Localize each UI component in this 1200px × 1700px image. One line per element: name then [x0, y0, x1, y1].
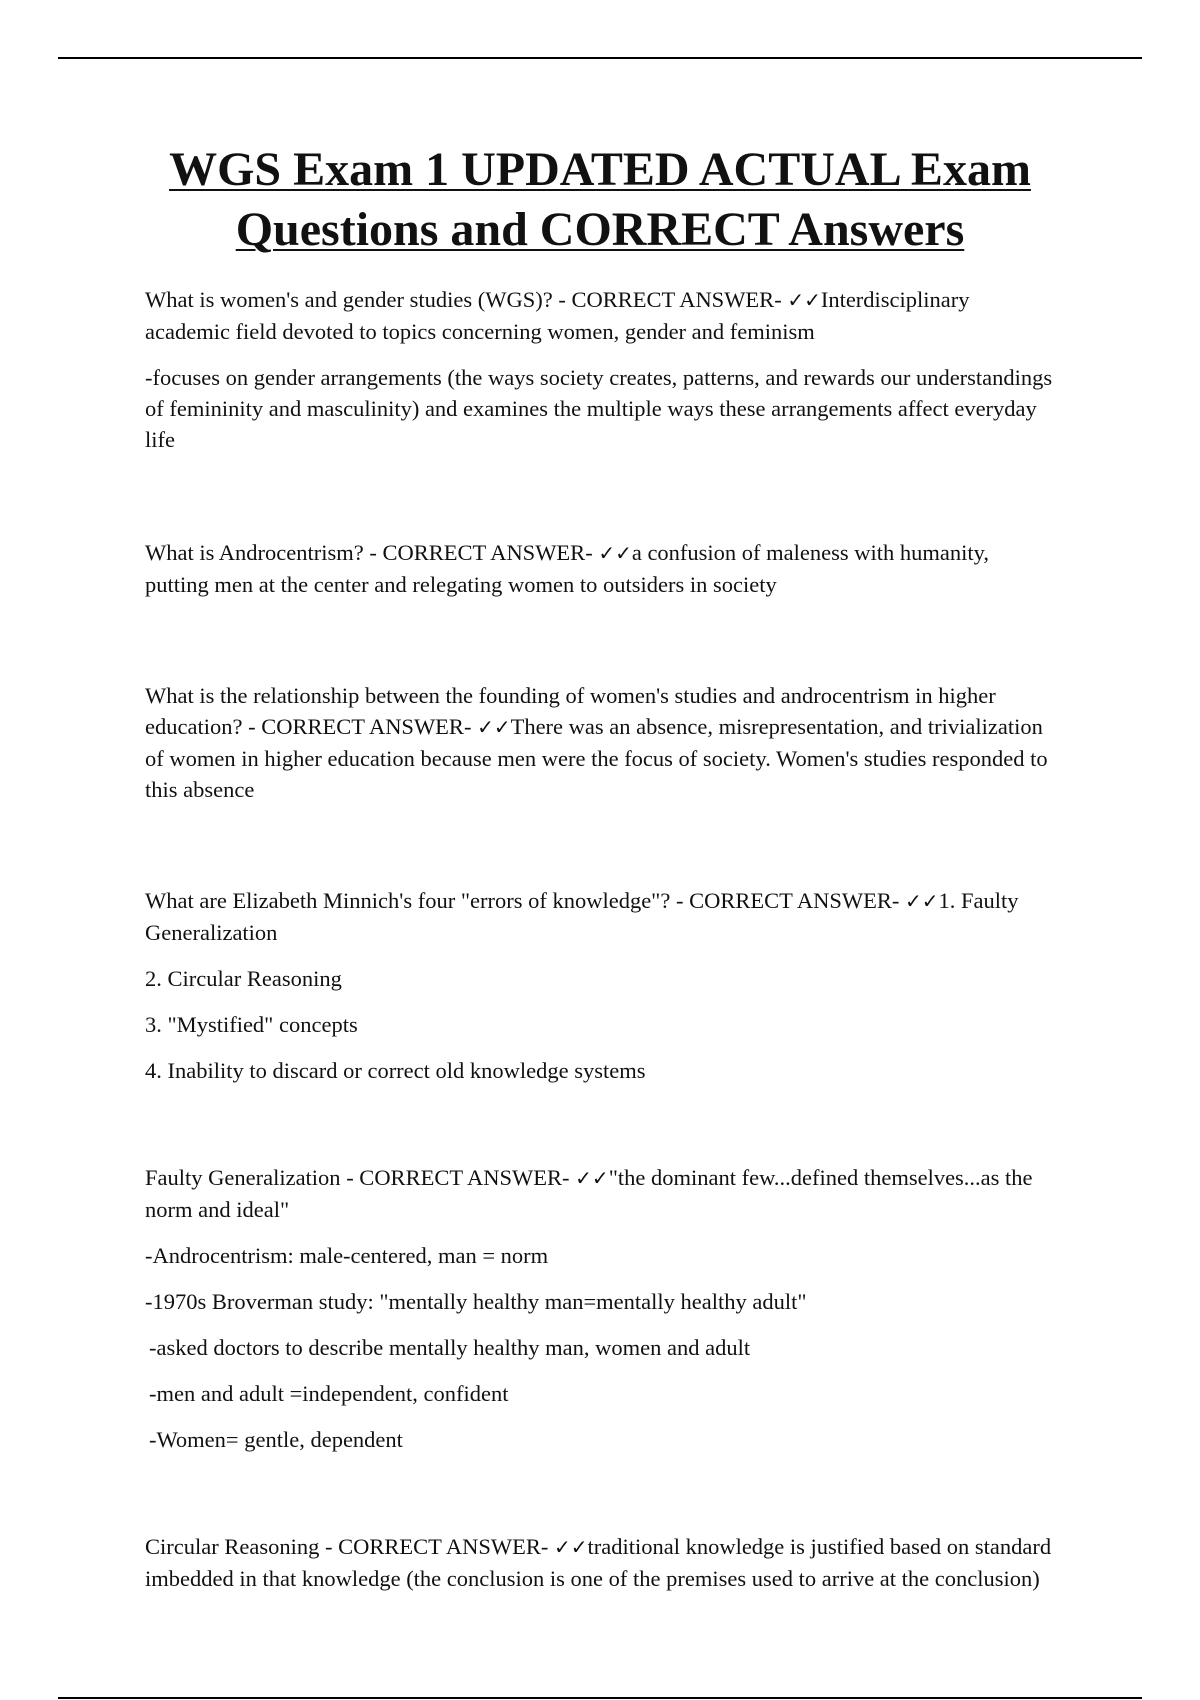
answer-detail: 2. Circular Reasoning — [145, 966, 342, 991]
question-text: What is Androcentrism? — [145, 540, 364, 565]
answer-detail: -asked doctors to describe mentally healthy man, women and adult — [149, 1335, 751, 1360]
answer-detail: 3. "Mystified" concepts — [145, 1012, 358, 1037]
answer-text: 1. Faulty Generalization — [145, 888, 1019, 945]
document-title — [145, 140, 1055, 260]
question-text: What is the relationship between the founding of women's studies and androcentrism in higher education? — [145, 683, 996, 739]
qa-item — [145, 885, 1055, 1086]
double-check-icon: ✓✓ — [575, 1166, 609, 1190]
title-line-1: WGS Exam 1 UPDATED ACTUAL Exam — [169, 143, 1031, 196]
answer-detail: -Women= gentle, dependent — [149, 1427, 403, 1452]
answer-detail: -1970s Broverman study: "mentally healthy man=mentally healthy adult" — [145, 1289, 807, 1314]
answer-text: "the dominant few...defined themselves...as the norm and ideal" — [145, 1165, 1033, 1222]
answer-detail: 4. Inability to discard or correct old knowledge systems — [145, 1058, 646, 1083]
answer-text: There was an absence, misrepresentation, and trivialization of women in higher education because men were the focus of society. Women's studies responded to this absence — [145, 714, 1048, 802]
qa-item — [145, 537, 1055, 600]
question-text: Circular Reasoning — [145, 1534, 320, 1559]
document-page — [145, 140, 1055, 1662]
double-check-icon: ✓✓ — [598, 541, 632, 565]
bottom-rule — [58, 1697, 1142, 1699]
correct-answer-marker: - CORRECT ANSWER- — [670, 888, 905, 913]
question-text: What is women's and gender studies (WGS)? — [145, 287, 553, 312]
double-check-icon: ✓✓ — [904, 889, 939, 913]
answer-detail: -focuses on gender arrangements (the ways society creates, patterns, and rewards our understandings of femininity and masculinity) and examines the multiple ways these arrangements affect everyday life — [145, 365, 1053, 452]
qa-question-answer — [145, 284, 1055, 347]
qa-item — [145, 284, 1055, 455]
answer-text: Interdisciplinary academic field devoted to topics concerning women, gender and feminism — [145, 287, 970, 344]
qa-question-answer — [145, 1162, 1055, 1225]
answer-detail: -men and adult =independent, confident — [149, 1381, 509, 1406]
qa-question-answer — [145, 1531, 1055, 1594]
answer-detail: -Androcentrism: male-centered, man = norm — [145, 1243, 549, 1268]
double-check-icon: ✓✓ — [787, 288, 821, 312]
correct-answer-marker: - CORRECT ANSWER- — [552, 287, 788, 312]
double-check-icon: ✓✓ — [477, 715, 511, 739]
correct-answer-marker: - CORRECT ANSWER- — [363, 540, 599, 565]
qa-item — [145, 1531, 1055, 1594]
qa-item — [145, 1162, 1055, 1455]
qa-question-answer — [145, 885, 1055, 948]
answer-text: a confusion of maleness with humanity, putting men at the center and relegating women to outsiders in society — [145, 540, 990, 597]
qa-question-answer — [145, 537, 1055, 600]
question-text: Faulty Generalization — [145, 1165, 341, 1190]
qa-item — [145, 680, 1055, 805]
double-check-icon: ✓✓ — [553, 1535, 588, 1559]
qa-question-answer — [145, 680, 1055, 805]
correct-answer-marker: - CORRECT ANSWER- — [242, 714, 478, 739]
top-rule — [58, 57, 1142, 59]
correct-answer-marker: - CORRECT ANSWER- — [319, 1534, 554, 1559]
title-line-2: Questions and CORRECT Answers — [235, 203, 965, 256]
question-text: What are Elizabeth Minnich's four "errors of knowledge"? — [145, 888, 671, 913]
correct-answer-marker: - CORRECT ANSWER- — [340, 1165, 576, 1190]
answer-text: traditional knowledge is justified based on standard imbedded in that knowledge (the conclusion is one of the premises used to arrive at the conclusion) — [145, 1534, 1052, 1591]
